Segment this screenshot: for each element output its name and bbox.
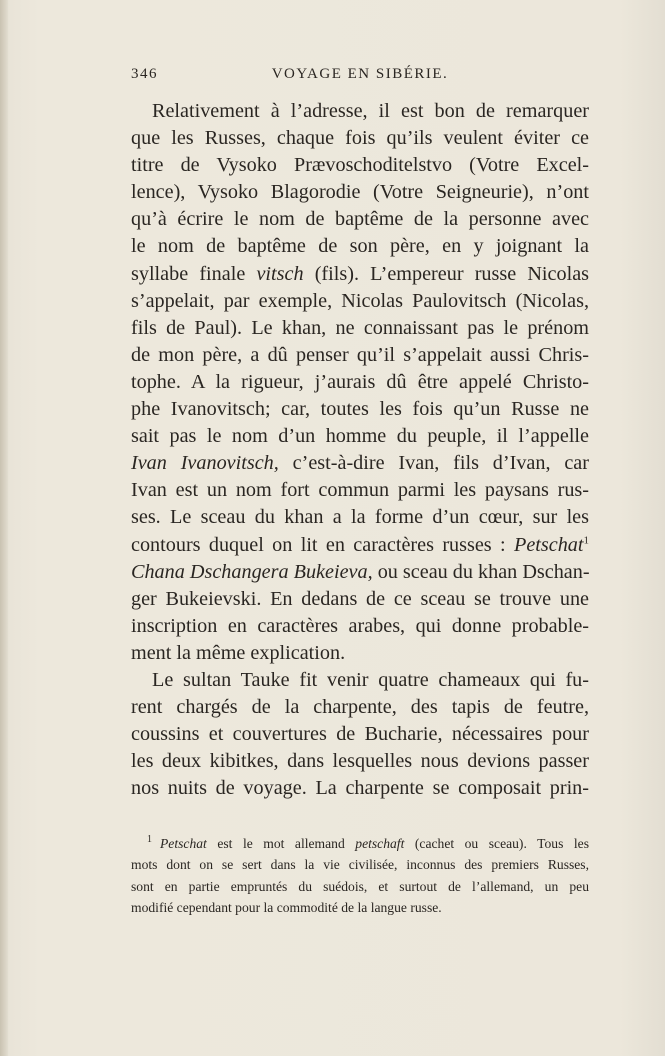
text-line: phe Ivanovitsch; car, toutes les fois qu’un Russe ne <box>131 398 589 421</box>
text-line: titre de Vysoko Prævoschoditelstvo (Votre Excel- <box>131 154 589 177</box>
text-line: Ivan Ivanovitsch, c’est-à-dire Ivan, fils d’Ivan, car <box>131 452 589 475</box>
footnote-line: mots dont on se sert dans la vie civilisée, inconnus des premiers Russes, <box>131 857 589 873</box>
footnote <box>131 833 589 918</box>
body-text <box>131 98 589 802</box>
text-line: lence), Vysoko Blagorodie (Votre Seigneurie), n’ont <box>131 181 589 204</box>
footnote-marker: 1 <box>147 834 152 846</box>
text-line: Chana Dschangera Bukeieva, ou sceau du khan Dschan- <box>131 560 590 583</box>
text-line: les deux kibitkes, dans lesquelles nous devions passer <box>131 750 589 773</box>
italic-term: Petschat <box>513 533 584 556</box>
text-line: s’appelait, par exemple, Nicolas Paulovitsch (Nicolas, <box>131 289 589 312</box>
footnote-line: sont en partie empruntés du suédois, et surtout de l’allemand, un peu <box>131 878 589 894</box>
text-line: coussins et couvertures de Bucharie, nécessaires pour <box>131 723 589 746</box>
text-line: de mon père, a dû penser qu’il s’appelait aussi Chris- <box>131 343 589 366</box>
text-line: nos nuits de voyage. La charpente se composait prin- <box>131 777 589 800</box>
text-line: qu’à écrire le nom de baptême de la personne avec <box>131 208 589 231</box>
text-line: tophe. A la rigueur, j’aurais dû être appelé Christo- <box>131 370 589 393</box>
text-line: inscription en caractères arabes, qui donne probable- <box>131 614 589 637</box>
text-line: Relativement à l’adresse, il est bon de remarquer <box>152 100 589 122</box>
page-header <box>131 66 589 88</box>
text-line: Ivan est un nom fort commun parmi les paysans rus- <box>131 479 589 502</box>
text-line: que les Russes, chaque fois qu’ils veulent éviter ce <box>131 127 589 150</box>
page-binding-shadow <box>0 0 8 1056</box>
text-line: contours duquel on lit en caractères russes : Petschat$^1$ <box>131 533 589 556</box>
text-line: syllabe finale vitsch (fils). L’empereur russe Nicolas <box>131 262 590 285</box>
text-line: Le sultan Tauke fit venir quatre chameaux qui fu- <box>152 668 589 691</box>
text-line: ses. Le sceau du khan a la forme d’un cœur, sur les <box>131 506 589 529</box>
running-title: VOYAGE EN SIBÉRIE. <box>271 66 449 82</box>
footnote-term: Petschat <box>160 836 207 851</box>
text-line: ment la même explication. <box>131 641 346 664</box>
page-number: 346 <box>131 66 158 82</box>
footnote-line: $^1$ Petschat est le mot allemand petschaft (cachet ou sceau). Tous les <box>147 834 589 851</box>
text-line: rent chargés de la charpente, des tapis de feutre, <box>131 696 589 719</box>
italic-term: Chana Dschangera Bukeieva, <box>131 560 373 583</box>
text-line: ger Bukeievski. En dedans de ce sceau se trouve une <box>131 587 589 610</box>
text-line: fils de Paul). Le khan, ne connaissant pas le prénom <box>131 316 589 339</box>
footnote-line: modifié cependant pour la commodité de la langue russe. <box>131 899 442 915</box>
text-line: le nom de baptême de son père, en y joignant la <box>131 235 589 258</box>
italic-term: Ivan Ivanovitsch, <box>131 452 279 475</box>
text-line: sait pas le nom d’un homme du peuple, il l’appelle <box>131 425 589 448</box>
italic-term: vitsch <box>256 262 304 285</box>
footnote-reference: 1 <box>583 533 589 546</box>
